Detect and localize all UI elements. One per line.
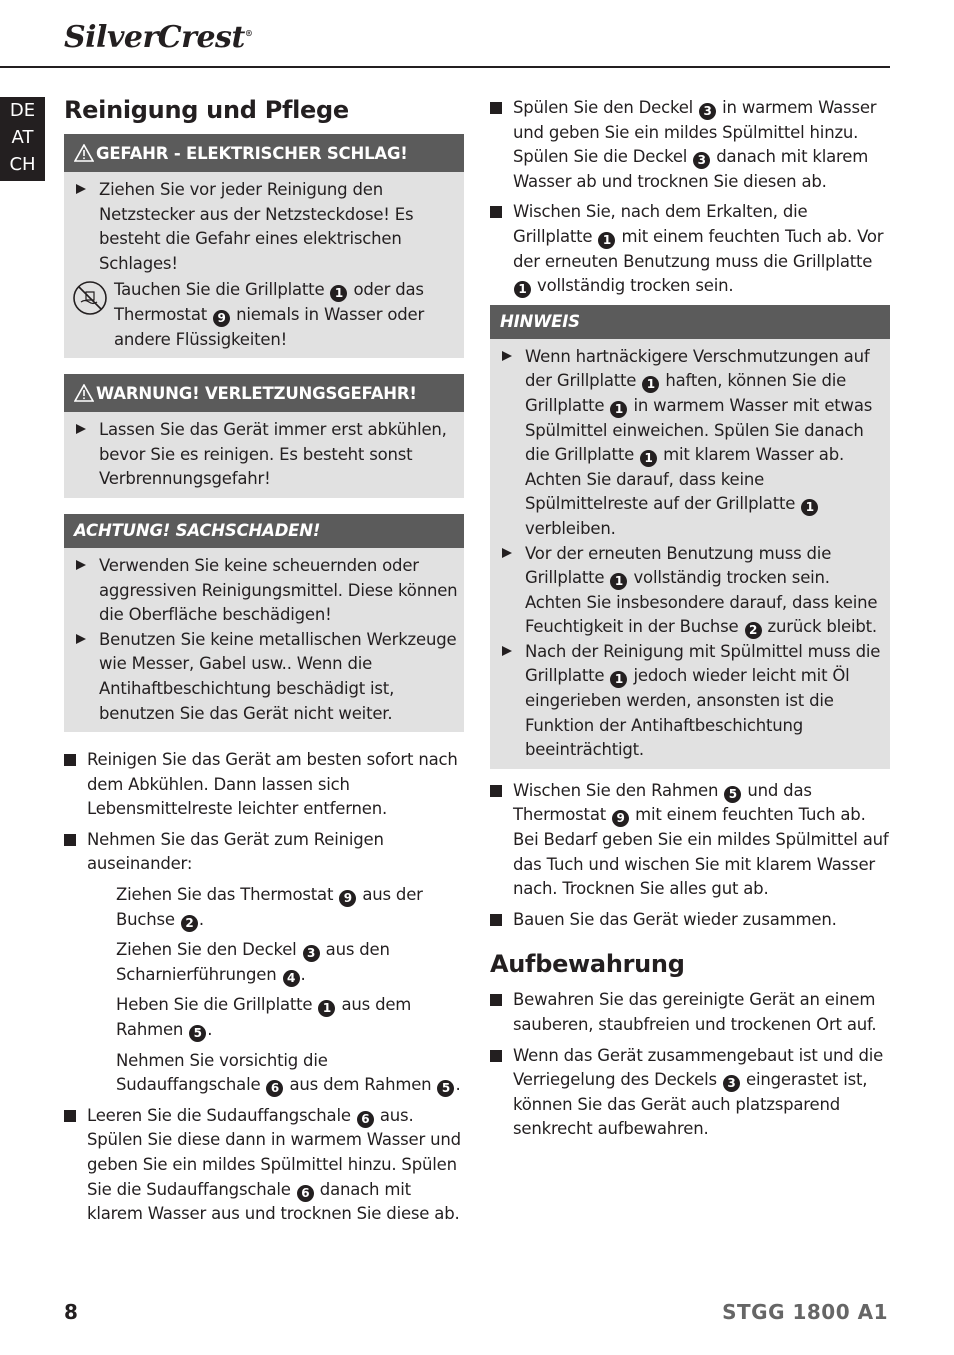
section-title-storage: Aufbewahrung: [490, 950, 685, 979]
ref-number-badge: 1: [642, 376, 659, 393]
arrow-bullet-icon: [76, 560, 86, 570]
danger-title: GEFAHR - ELEKTRISCHER SCHLAG!: [96, 144, 408, 163]
arrow-bullet-icon: [76, 424, 86, 434]
arrow-bullet-icon: [76, 634, 86, 644]
danger-item-unplug: Ziehen Sie vor jeder Reinigung den Netzstecker aus der Netzsteckdose! Es besteht die Gefahr eines elektrischen Schlages!: [74, 178, 458, 276]
substep-thermostat: Ziehen Sie das Thermostat 9 aus der Buchse 2 .: [116, 885, 423, 930]
warning-item-cool: Lassen Sie das Gerät immer erst abkühlen, bevor Sie es reinigen. Es besteht sonst Verbrennungsgefahr!: [74, 418, 458, 492]
caution-item-abrasive: Verwenden Sie keine scheuernden oder aggressiven Reinigungsmittel. Diese können die Oberfläche beschädigen!: [74, 554, 458, 628]
warning-header: [64, 374, 464, 412]
brand-logo: [64, 20, 252, 55]
ref-number-badge: 9: [339, 890, 356, 907]
left-column: [64, 96, 464, 1233]
brand-name: SilverCrest: [64, 20, 245, 55]
trademark: ®: [244, 28, 253, 38]
note-item-oil: Nach der Reinigung mit Spülmittel muss die Grillplatte 1 jedoch wieder leicht mit Öl eingerieben werden, ansonsten ist die Funktion der Antihaftbeschichtung beeinträchtigt.: [500, 640, 884, 763]
ref-number-badge: 1: [610, 671, 627, 688]
step-wipe-grill-plate: Wischen Sie, nach dem Erkalten, die Grillplatte 1 mit einem feuchten Tuch ab. Vor der erneuten Benutzung muss die Grillplatte 1 vollständig trocken sein.: [490, 200, 890, 298]
note-item-stubborn-dirt: Wenn hartnäckigere Verschmutzungen auf der Grillplatte 1 haften, können Sie die Grillplatte 1 in warmem Wasser mit etwas Spülmittel einweichen. Spülen Sie danach die Grillplatte 1 mit klarem Wasser ab. Achten Sie darauf, dass keine Spülmittelreste auf der Grillplatte 1 verbleiben.: [500, 345, 884, 542]
ref-number-badge: 1: [514, 281, 531, 298]
substep-grill-plate: Heben Sie die Grillplatte 1 aus dem Rahmen 5 .: [116, 995, 412, 1041]
note-item-dry: Vor der erneuten Benutzung muss die Grillplatte 1 vollständig trocken sein. Achten Sie insbesondere darauf, dass keine Feuchtigkeit in der Buchse 2 zurück bleibt.: [500, 542, 884, 640]
warning-triangle-icon: [74, 374, 96, 414]
step-wipe-frame: Wischen Sie den Rahmen 5 und das Thermostat 9 mit einem feuchten Tuch ab. Bei Bedarf geben Sie ein mildes Spülmittel auf das Tuch und wischen Sie mit klarem Wasser nach. Trocknen Sie alles gut ab.: [490, 779, 890, 902]
page-number: 8: [64, 1300, 78, 1324]
caution-header: ACHTUNG! SACHSCHADEN!: [64, 514, 464, 548]
ref-number-badge: 6: [357, 1111, 374, 1128]
note-box: [490, 305, 890, 769]
section-title-cleaning: Reinigung und Pflege: [64, 96, 349, 124]
storage-item-upright: Wenn das Gerät zusammengebaut ist und die Verriegelung des Deckels 3 eingerastet ist, können Sie das Gerät auch platzsparend senkrecht aufbewahren.: [490, 1044, 890, 1142]
ref-number-badge: 9: [213, 310, 230, 327]
language-de: DE: [9, 100, 36, 121]
danger-header: [64, 134, 464, 172]
ref-number-badge: 5: [724, 786, 741, 803]
substep-lid: Ziehen Sie den Deckel 3 aus den Scharnierführungen 4 .: [116, 940, 390, 985]
ref-number-badge: 4: [283, 970, 300, 987]
step-empty-drip-tray: Leeren Sie die Sudauffangschale 6 aus. Spülen Sie diese dann in warmem Wasser und geben Sie ein mildes Spülmittel hinzu. Spülen Sie die Sudauffangschale 6 danach mit klarem Wasser aus und trocknen Sie diese ab.: [64, 1104, 464, 1227]
ref-number-badge: 5: [189, 1025, 206, 1042]
square-bullet-icon: [64, 834, 76, 846]
model-number: STGG 1800 A1: [722, 1300, 888, 1324]
language-tab: [0, 97, 45, 181]
square-bullet-icon: [64, 754, 76, 766]
arrow-bullet-icon: [502, 646, 512, 656]
language-at: AT: [11, 127, 34, 148]
step-clean-after-cooling: Reinigen Sie das Gerät am besten sofort nach dem Abkühlen. Dann lassen sich Lebensmittelreste leichter entfernen.: [64, 748, 464, 822]
square-bullet-icon: [490, 102, 502, 114]
note-header: HINWEIS: [490, 305, 890, 339]
ref-number-badge: 6: [266, 1080, 283, 1097]
ref-number-badge: 3: [699, 103, 716, 120]
danger-item-no-water: Tauchen Sie die Grillplatte 1 oder das Thermostat 9 niemals in Wasser oder andere Flüssigkeiten!: [74, 278, 458, 352]
ref-number-badge: 2: [181, 915, 198, 932]
danger-box: [64, 134, 464, 358]
ref-number-badge: 6: [297, 1185, 314, 1202]
ref-number-badge: 3: [303, 945, 320, 962]
ref-number-badge: 5: [437, 1080, 454, 1097]
arrow-bullet-icon: [76, 184, 86, 194]
ref-number-badge: 1: [330, 285, 347, 302]
square-bullet-icon: [490, 1050, 502, 1062]
warning-box: [64, 374, 464, 498]
language-ch: CH: [9, 154, 36, 175]
warning-title: WARNUNG! VERLETZUNGSGEFAHR!: [96, 384, 417, 404]
ref-number-badge: 1: [598, 232, 615, 249]
caution-item-metal-tools: Benutzen Sie keine metallischen Werkzeuge wie Messer, Gabel usw.. Wenn die Antihaftbeschichtung beschädigt ist, benutzen Sie das Gerät nicht weiter.: [74, 628, 458, 726]
ref-number-badge: 1: [640, 450, 657, 467]
ref-number-badge: 1: [610, 401, 627, 418]
square-bullet-icon: [490, 785, 502, 797]
ref-number-badge: 1: [610, 573, 627, 590]
step-reassemble: Bauen Sie das Gerät wieder zusammen.: [490, 908, 890, 933]
step-rinse-lid: Spülen Sie den Deckel 3 in warmem Wasser und geben Sie ein mildes Spülmittel hinzu. Spülen Sie die Deckel 3 danach mit klarem Wasser ab und trocknen Sie diesen ab.: [490, 96, 890, 194]
caution-box: [64, 514, 464, 732]
arrow-bullet-icon: [502, 351, 512, 361]
warning-triangle-icon: [74, 134, 96, 174]
header-rule: [0, 66, 890, 68]
step-disassemble: Nehmen Sie das Gerät zum Reinigen auseinander:: [64, 828, 464, 877]
ref-number-badge: 3: [693, 152, 710, 169]
square-bullet-icon: [64, 1110, 76, 1122]
no-immersion-icon: [72, 280, 108, 316]
square-bullet-icon: [490, 914, 502, 926]
arrow-bullet-icon: [502, 548, 512, 558]
ref-number-badge: 3: [723, 1075, 740, 1092]
ref-number-badge: 1: [318, 1000, 335, 1017]
right-column: [490, 96, 890, 1148]
substep-drip-tray: Nehmen Sie vorsichtig die Sudauffangschale 6 aus dem Rahmen 5 .: [116, 1050, 461, 1096]
storage-item-clean-place: Bewahren Sie das gereinigte Gerät an einem sauberen, staubfreien und trockenen Ort auf.: [490, 988, 890, 1037]
ref-number-badge: 1: [801, 499, 818, 516]
square-bullet-icon: [490, 206, 502, 218]
ref-number-badge: 9: [612, 810, 629, 827]
ref-number-badge: 2: [745, 622, 762, 639]
square-bullet-icon: [490, 994, 502, 1006]
